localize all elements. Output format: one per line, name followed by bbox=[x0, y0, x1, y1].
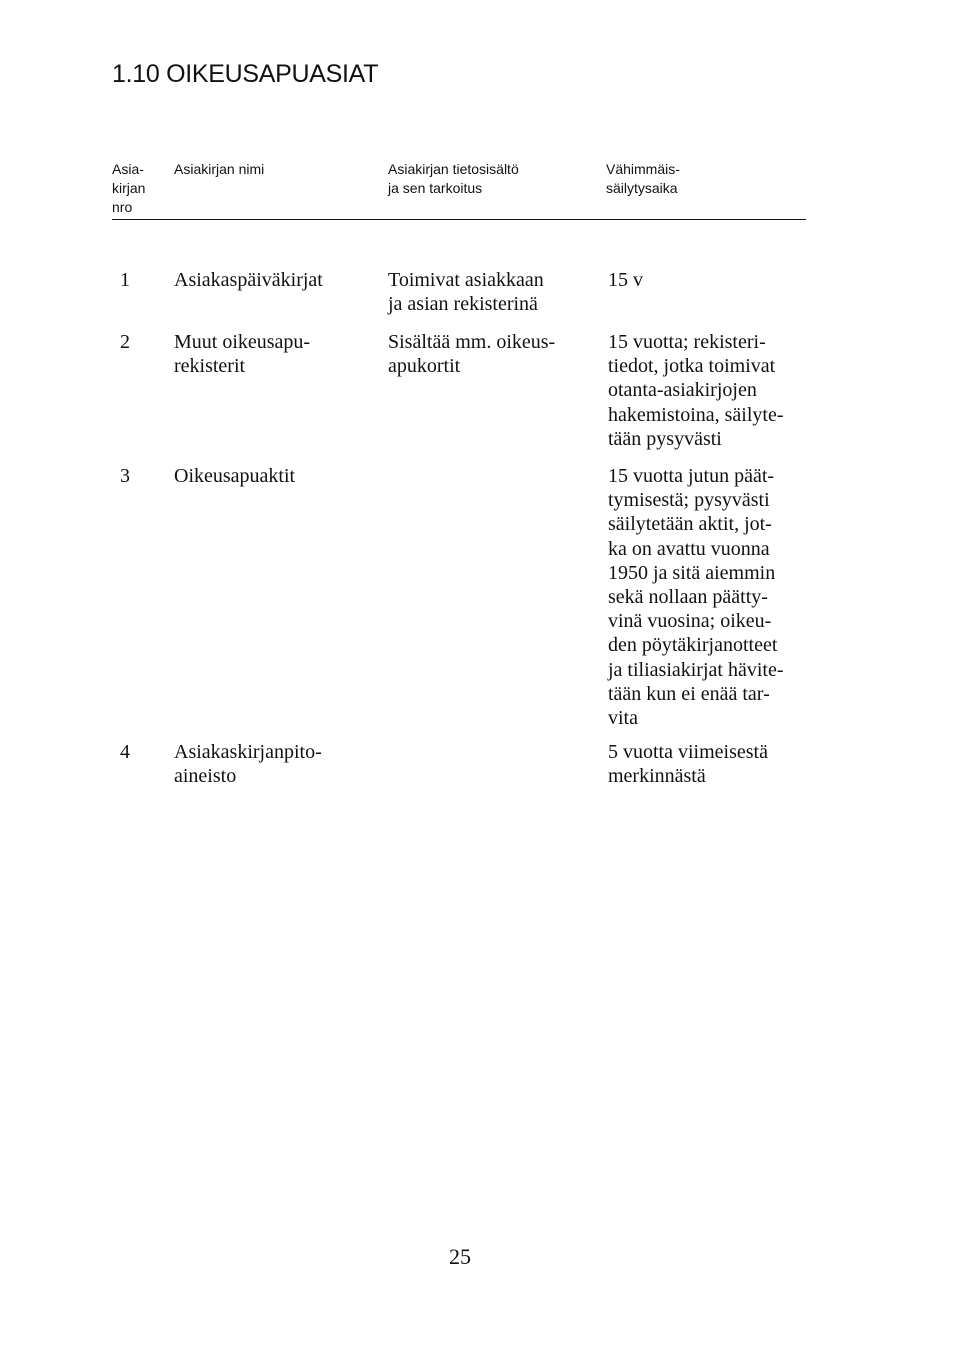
page-title: 1.10 OIKEUSAPUASIAT bbox=[112, 60, 379, 88]
row-document-name: Oikeusapuaktit bbox=[174, 465, 296, 487]
header-divider bbox=[112, 219, 806, 220]
row-document-name: Muut oikeusapu- rekisterit bbox=[174, 331, 311, 378]
row-document-content: Sisältää mm. oikeus- apukortit bbox=[388, 331, 556, 378]
row-number: 4 bbox=[120, 741, 130, 763]
header-minimum-retention: Vähimmäis- säilytysaika bbox=[606, 161, 680, 196]
header-document-content: Asiakirjan tietosisältö ja sen tarkoitus bbox=[388, 161, 519, 196]
row-document-name: Asiakaskirjanpito- aineisto bbox=[174, 741, 322, 788]
row-number: 3 bbox=[120, 465, 130, 487]
row-number: 2 bbox=[120, 331, 130, 353]
page-number: 25 bbox=[449, 1244, 471, 1269]
row-document-content: Toimivat asiakkaan ja asian rekisterinä bbox=[388, 269, 544, 316]
row-retention: 15 vuotta jutun päät- tymisestä; pysyvästi säilytetään aktit, jot- ka on avattu vuonna 1950 ja sitä aiemmin sekä nollaan päätty- vinä vuosina; oikeu- den pöytäkirjanotteet ja tiliasiakirjat hävite- tään kun ei enää tar- vita bbox=[608, 465, 784, 730]
row-retention: 15 v bbox=[608, 269, 643, 291]
row-retention: 5 vuotta viimeisestä merkinnästä bbox=[608, 741, 768, 788]
header-document-name: Asiakirjan nimi bbox=[174, 161, 265, 177]
row-number: 1 bbox=[120, 269, 130, 291]
row-retention: 15 vuotta; rekisteri- tiedot, jotka toimivat otanta-asiakirjojen hakemistoina, säilyte- tään pysyvästi bbox=[608, 331, 784, 450]
row-document-name: Asiakaspäiväkirjat bbox=[174, 269, 323, 291]
header-document-number: Asia- kirjan nro bbox=[112, 161, 146, 215]
